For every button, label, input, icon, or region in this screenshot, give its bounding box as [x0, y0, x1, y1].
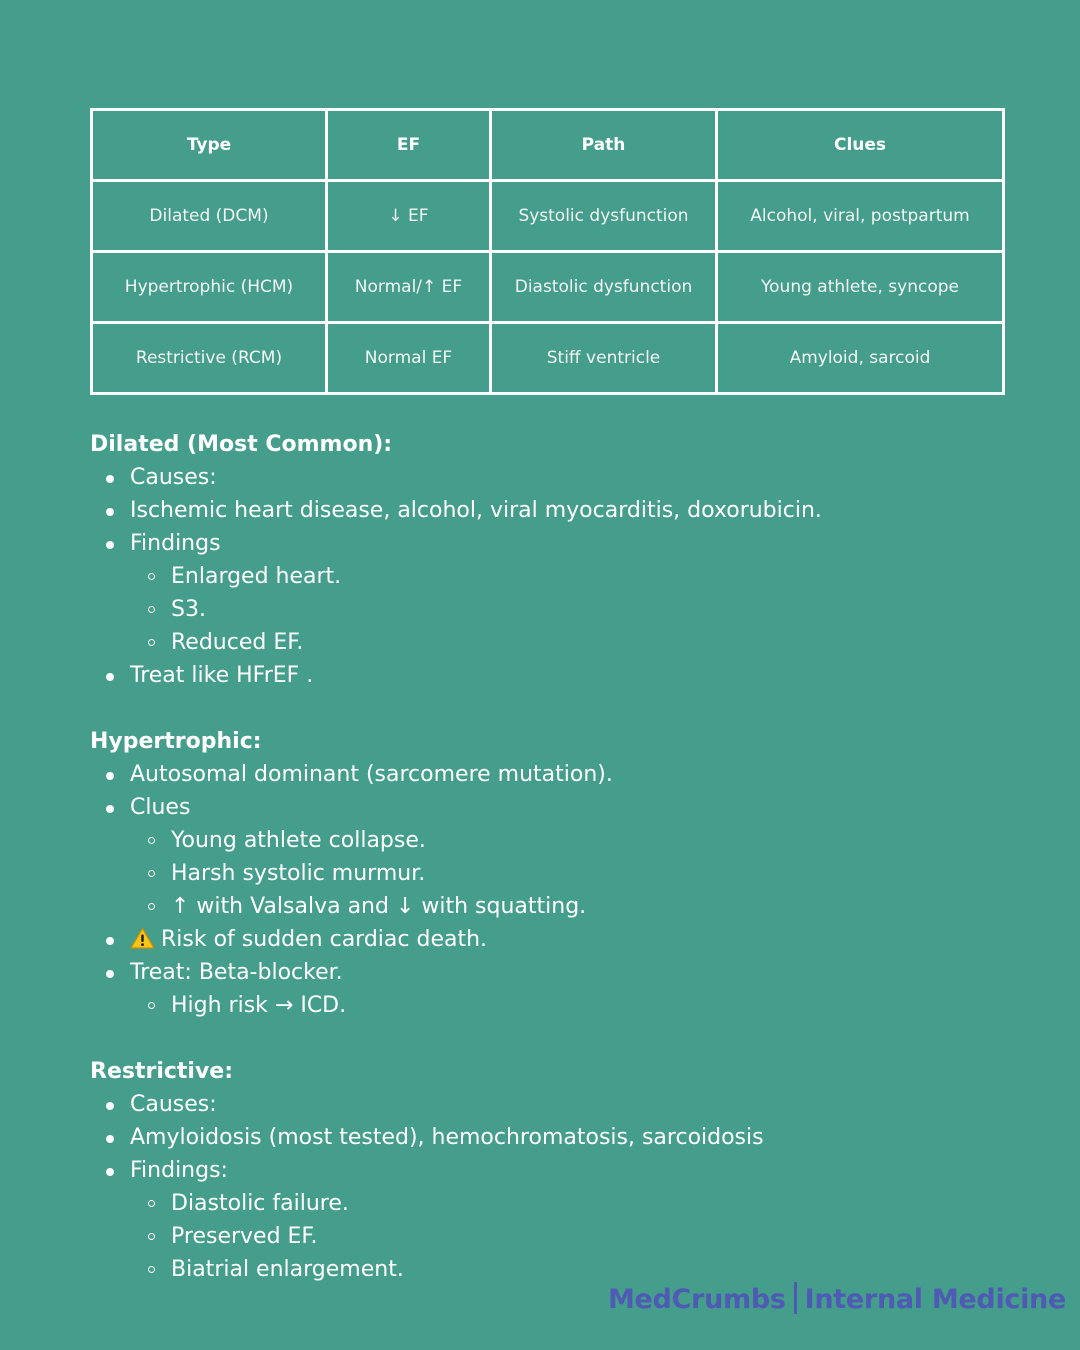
list-item [171, 593, 1050, 626]
hypertrophic-section-title: Hypertrophic: [90, 729, 262, 754]
finding-text: Diastolic failure. [171, 1191, 349, 1216]
cell-ef: Normal EF [327, 323, 491, 394]
header-clues: Clues [717, 110, 1004, 181]
dilated-treat: Treat like HFrEF . [130, 663, 314, 688]
clue-text: Harsh systolic murmur. [171, 861, 426, 886]
finding-text: Enlarged heart. [171, 564, 342, 589]
cardiomyopathy-table [90, 108, 1005, 395]
hypertrophic-genetics: Autosomal dominant (sarcomere mutation). [130, 762, 613, 787]
table-row [92, 323, 1004, 394]
header-path: Path [491, 110, 717, 181]
header-ef: EF [327, 110, 491, 181]
bullet-icon [106, 673, 114, 681]
bullet-icon [106, 1135, 114, 1143]
list-item [130, 956, 1050, 1022]
notes [90, 428, 1050, 1286]
restrictive-findings-list [130, 1187, 1050, 1286]
bullet-icon [106, 508, 114, 516]
list-item [130, 1121, 1050, 1154]
brand-name: MedCrumbs [607, 1284, 786, 1315]
circle-bullet-icon [148, 1200, 155, 1207]
dilated-list [90, 461, 1050, 692]
cell-clues: Amyloid, sarcoid [717, 323, 1004, 394]
list-item [130, 461, 1050, 494]
dilated-causes-text: Ischemic heart disease, alcohol, viral myocarditis, doxorubicin. [130, 498, 822, 523]
cell-ef: ↓ EF [327, 181, 491, 252]
list-item [171, 1220, 1050, 1253]
list-item [130, 923, 1050, 956]
bullet-icon [106, 805, 114, 813]
cell-type: Dilated (DCM) [92, 181, 327, 252]
list-item [130, 1154, 1050, 1286]
bullet-icon [106, 1102, 114, 1110]
circle-bullet-icon [148, 837, 155, 844]
circle-bullet-icon [148, 573, 155, 580]
cell-path: Diastolic dysfunction [491, 252, 717, 323]
dilated-findings-list [130, 560, 1050, 659]
restrictive-causes-text: Amyloidosis (most tested), hemochromatosis, sarcoidosis [130, 1125, 764, 1150]
list-item [171, 824, 1050, 857]
hypertrophic-clues-label: Clues [130, 795, 191, 820]
circle-bullet-icon [148, 639, 155, 646]
list-item [130, 659, 1050, 692]
finding-text: Biatrial enlargement. [171, 1257, 404, 1282]
hypertrophic-list [90, 758, 1050, 1022]
bullet-icon [106, 475, 114, 483]
hypertrophic-risk: Risk of sudden cardiac death. [161, 927, 488, 952]
table-row [92, 181, 1004, 252]
list-item [171, 560, 1050, 593]
hypertrophic-clues-list [130, 824, 1050, 923]
list-item [171, 857, 1050, 890]
list-item [130, 527, 1050, 659]
list-item [171, 989, 1050, 1022]
bullet-icon [106, 541, 114, 549]
restrictive-causes-label: Causes: [130, 1092, 217, 1117]
treat-sub-text: High risk → ICD. [171, 993, 347, 1018]
finding-text: S3. [171, 597, 206, 622]
bullet-icon [106, 937, 114, 945]
restrictive-section-title: Restrictive: [90, 1059, 234, 1084]
warning-icon [130, 926, 155, 948]
circle-bullet-icon [148, 870, 155, 877]
table-row [92, 252, 1004, 323]
dilated-causes-label: Causes: [130, 465, 217, 490]
circle-bullet-icon [148, 1233, 155, 1240]
cell-path: Stiff ventricle [491, 323, 717, 394]
cell-clues: Young athlete, syncope [717, 252, 1004, 323]
footer-brand [608, 1282, 1066, 1315]
list-item [130, 1088, 1050, 1121]
restrictive-findings-label: Findings: [130, 1158, 228, 1183]
header-type: Type [92, 110, 327, 181]
dilated-section-title: Dilated (Most Common): [90, 432, 393, 457]
list-item [130, 494, 1050, 527]
finding-text: Reduced EF. [171, 630, 304, 655]
cell-type: Restrictive (RCM) [92, 323, 327, 394]
clue-text: Young athlete collapse. [171, 828, 426, 853]
brand-separator [794, 1282, 797, 1314]
bullet-icon [106, 772, 114, 780]
list-item [171, 1187, 1050, 1220]
dilated-findings-label: Findings [130, 531, 221, 556]
hypertrophic-treat: Treat: Beta-blocker. [130, 960, 343, 985]
cell-type: Hypertrophic (HCM) [92, 252, 327, 323]
restrictive-list [90, 1088, 1050, 1286]
circle-bullet-icon [148, 1266, 155, 1273]
bullet-icon [106, 970, 114, 978]
hypertrophic-treat-list [130, 989, 1050, 1022]
spacer [90, 1022, 1050, 1055]
cell-clues: Alcohol, viral, postpartum [717, 181, 1004, 252]
clue-text: ↑ with Valsalva and ↓ with squatting. [171, 894, 587, 919]
finding-text: Preserved EF. [171, 1224, 318, 1249]
circle-bullet-icon [148, 903, 155, 910]
list-item [171, 890, 1050, 923]
list-item [171, 626, 1050, 659]
list-item [130, 758, 1050, 791]
list-item [130, 791, 1050, 923]
bullet-icon [106, 1168, 114, 1176]
cell-path: Systolic dysfunction [491, 181, 717, 252]
table-header-row [92, 110, 1004, 181]
circle-bullet-icon [148, 1002, 155, 1009]
spacer [90, 692, 1050, 725]
cell-ef: Normal/↑ EF [327, 252, 491, 323]
brand-topic: Internal Medicine [804, 1284, 1066, 1315]
circle-bullet-icon [148, 606, 155, 613]
